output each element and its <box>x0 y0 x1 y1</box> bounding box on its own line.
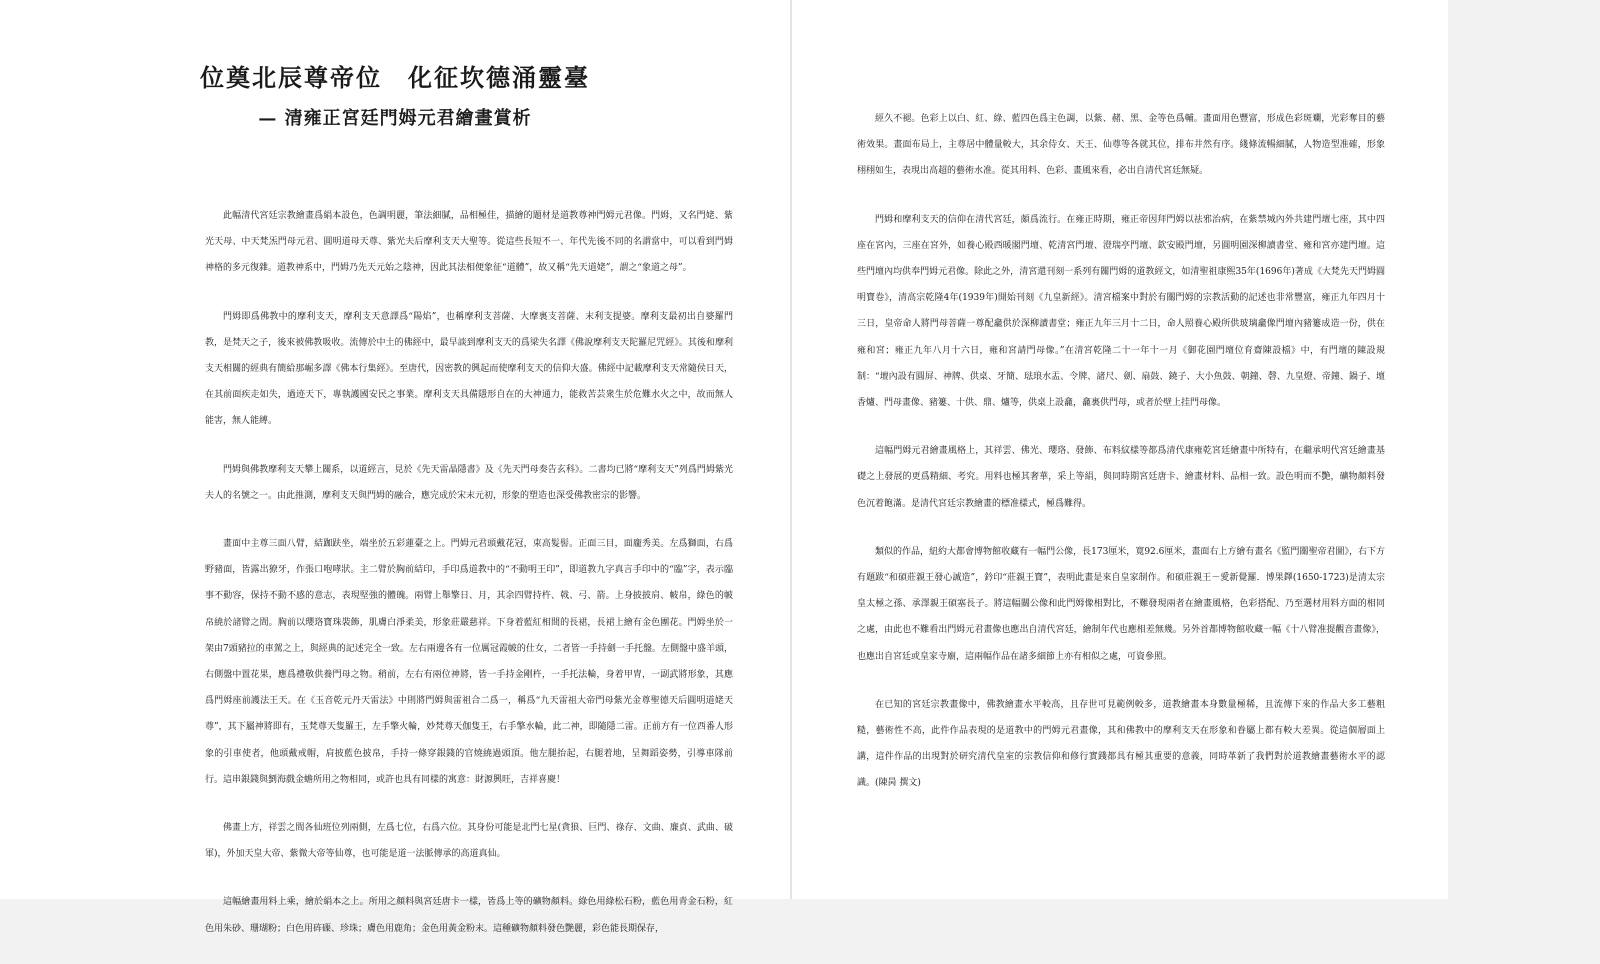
paragraph: 佛畫上方，祥雲之間各仙班位列兩側，左爲七位，右爲六位。其身份可能是北門七星(貪狼、巨門、祿存、文曲、廉貞、武曲、破軍)，外加天皇大帝、紫微大帝等仙尊，也可能是道一法脈傳承的高道真仙。 <box>205 823 733 860</box>
paragraph: 門姆與佛教摩利支天攀上關系，以道經言，見於《先天雷晶隱書》及《先天門母奏告玄科》。二書均已將“摩利支天”列爲門姆紫光夫人的名號之一。由此推測，摩利支天與門姆的融合，應完成於宋末元初，形象的塑造也深受佛教密宗的影響。 <box>205 464 733 501</box>
paragraph: 這幅門姆元君繪畫風格上，其祥雲、佛光、瓔珞、發飾、布料紋樣等都爲清代康雍乾宮廷繪畫中所特有，在繼承明代宮廷繪畫基礎之上發展的更爲精細、考究。用料也極其奢華，采上等絹，與同時期宮廷唐卡、繪畫材料、品相一致。設色明而不艷，礦物顏料發色沉着飽滿。是清代宮廷宗教繪畫的標准樣式，極爲難得。 <box>857 446 1385 509</box>
paragraph: 此幅清代宮廷宗教繪畫爲絹本設色，色調明麗，筆法細膩，品相極佳，描繪的題材是道教尊神門姆元君像。門姆，又名門姥、紫光天母、中天梵炁門母元君、圓明道母天尊、紫光夫后摩利支天大聖等。從這些長短不一、年代先後不同的名謂當中，可以看到門姆神格的多元復雜。道教神系中，門姆乃先天元始之陰神，因此其法相便象征“道體”，故又稱“先天道姥”，謂之“象道之母”。 <box>205 211 733 274</box>
paragraph: 門姆即爲佛教中的摩利支天，摩利支天意譯爲“陽焰”，也稱摩利支菩薩、大摩裏支菩薩、末利支提婆。摩利支最初出自婆羅門教，是梵天之子，後來被佛教吸收。流傳於中土的佛經中，最早談到摩利支天的爲梁失名譯《佛說摩利支天陀羅尼咒經》。其後和摩利支天相關的經典有簡給那崛多譯《佛本行集經》。至唐代，因密教的興起而使摩利支天的信仰大盛。佛經中記載摩利支天常隨侯日天，在其前面疾走如失，過迹天下，專執護國安民之事業。摩利支天具備隱形自在的大神通力，能救苦芸衆生於危難水火之中，故而無人能害，無人能縛。 <box>205 311 733 427</box>
paragraph: 畫面中主尊三面八臂，結跏趺坐，端坐於五彩蓮臺之上。門姆元君頭戴花冠，束高髮髻。正面三目，面龐秀美。左爲獅面，右爲野豬面，皆露出獠牙，作張口咆哮狀。主二臂於胸前結印，手印爲道教中的“不動明王印”，即道教九字真言手印中的“臨”字，表示臨事不動容，保持不動不感的意志，表現堅強的體魄。兩臂上舉擎日、月，其余四臂持杵、戟、弓、箭。上身披披肩、帔帛，綠色的帔帛繞於諸臂之間。胸前以瓔珞寶珠裝飾，肌膚白淨柔美，形象莊嚴慈祥。下身着藍紅相間的長裙，長裙上繪有金色團花。門姆坐於一架由7頭豬拉的車駕之上，與經典的記述完全一致。左右兩邊各有一位厲冠霞帔的仕女，二者皆一手持劍一手托盤。左側盤中盛羊頭，右側盤中置花果，應爲禮敬供養門母之物。稍前，左右有兩位神將，皆一手持金剛杵，一手托法輪，身着甲胄，一副武將形象，其應爲門姆座前護法王天。在《玉音乾元丹天雷法》中則將門姆與雷祖合二爲一，稱爲“九天雷祖大帝門母紫光金尊聖德天后圓明道姥天尊”，其下屬神將即有，玉梵尊天隻羅王，左手擎火輪，妙梵尊天伽隻王，右手擎水輪，此二神，即隨隱二雷。正前方有一位西番人形象的引車使者，他頭戴戒帽，肩披藍色披帛，手持一條穿銀錢的官燒繞過頭頂。他左腿抬起，右腿着地，呈舞蹈姿勢，引導車隊前行。這串銀錢與劉海戲金蟾所用之物相同，或許也具有同樣的寓意：財源興旺，吉祥喜慶！ <box>205 539 733 785</box>
left-page <box>0 0 790 934</box>
paragraph: 經久不褪。色彩上以白、紅、綠、藍四色爲主色調，以紫、赭、黑、金等色爲輔。畫面用色豐富，形成色彩斑斕，光彩奪目的藝術效果。畫面布局上，主尊居中體量較大，其余侍女、天王、仙尊等各就其位，排布井然有序。綫條流暢細膩，人物造型准確，形象栩栩如生，表現出高超的藝術水准。從其用料、色彩、畫風來看，必出自清代宮廷無疑。 <box>857 114 1385 177</box>
left-page-body <box>205 203 733 964</box>
paragraph: 這幅繪畫用料上乘，繪於絹本之上。所用之顏料與宮廷唐卡一樣，皆爲上等的礦物顏料。綠色用綠松石粉，藍色用青金石粉，紅色用朱砂、珊瑚粉；白色用砗磲、珍珠；膚色用鹿角；金色用黃金粉末。這種礦物顏料發色艷麗，彩色能長期保存， <box>205 897 733 934</box>
paragraph: 在已知的宮廷宗教畫像中，佛教繪畫水平較高，且存世可見範例較多，道教繪畫本身數量極稀，且流傳下來的作品大多工藝粗糙，藝術性不高，此件作品表現的是道教中的門姆元君畫像，其和佛教中的摩利支天在形象和眷屬上都有較大差異。從這個層面上講，這件作品的出現對於研究清代皇室的宗教信仰和修行實踐都具有極其重要的意義，同時革新了我們對於道教繪畫藝術水平的認識。(陳昺 撰文) <box>857 699 1385 789</box>
right-page-body <box>857 106 1385 819</box>
paragraph: 門姆和摩利支天的信仰在清代宮廷，頗爲流行。在雍正時期，雍正帝因拜門姆以祛邪治病，在紫禁城內外共建門壇七座，其中四座在宮內，三座在宮外，如養心殿西暖閣門壇、乾清宮門壇、澄瑞亭門壇、欽安殿門壇，另圓明園深柳讀書堂、雍和宮亦建門壇。這些門壇內均供奉門姆元君像。除此之外，清宮還刊刻一系列有關門姆的道教經文，如清聖祖康熙35年(1696年)著成《大梵先天門姆圓明寶卷》，清高宗乾隆4年(1939年)開始刊刻《九皇新經》。清宮檔案中對於有關門姆的宗教活動的記述也非常豐富，雍正九年四月十三日，皇帝命人將門母菩薩一尊配龕供於深柳讀書堂；雍正九年三月十二日，命人照養心殿所供玻璃龕像門壇內豬簍成造一份，供在雍和宮；雍正九年八月十六日，雍和宮請門母像。”在清宮乾隆二十一年十一月《御花園門壇位育齋陳設檔》中，有門壇的陳設規制：“壇內設有圓屏、神牌、供桌、牙簡、琺琅水盂、令牌、諸尺、劍、扇鼓、鐃子、大小魚鼓、朝鐘、磬、九皇燈、帝鐘、鍋子、壇香爐、門母畫像、豬簍、十供、鼎、爐等，供桌上設龕，龕裏供門母，或者於壁上挂門母像。 <box>857 214 1385 409</box>
article-title: 位奠北辰尊帝位 化征坎德涌靈臺 <box>200 63 590 92</box>
right-page <box>792 0 1448 899</box>
paragraph: 類似的作品，紐約大都會博物館收藏有一幅門公像，長173厘米，寬92.6厘米，畫面右上方繪有畫名《監門關聖帝君圖》，右下方有題跋“和碩莊親王發心誠造”，鈐印“莊親王寶”，表明此畫是來自皇家制作。和碩莊親王－愛新覺羅．博果鐸(1650-1723)是清太宗皇太極之孫、承澤親王碩塞長子。將這幅關公像和此門姆像相對比，不難發現兩者在繪畫風格，色彩搭配、乃至選材用料方面的相同之處，由此也不難看出門姆元君畫像也應出自清代宮廷，繪制年代也應相差無幾。另外首都博物館收藏一幅《十八臂准提觀音畫像》，也應出自宮廷或皇家寺廟，這兩幅作品在諸多細節上亦有相似之處，可資參照。 <box>857 546 1385 662</box>
article-subtitle: — 清雍正宮廷門姆元君繪畫賞析 <box>258 108 532 129</box>
